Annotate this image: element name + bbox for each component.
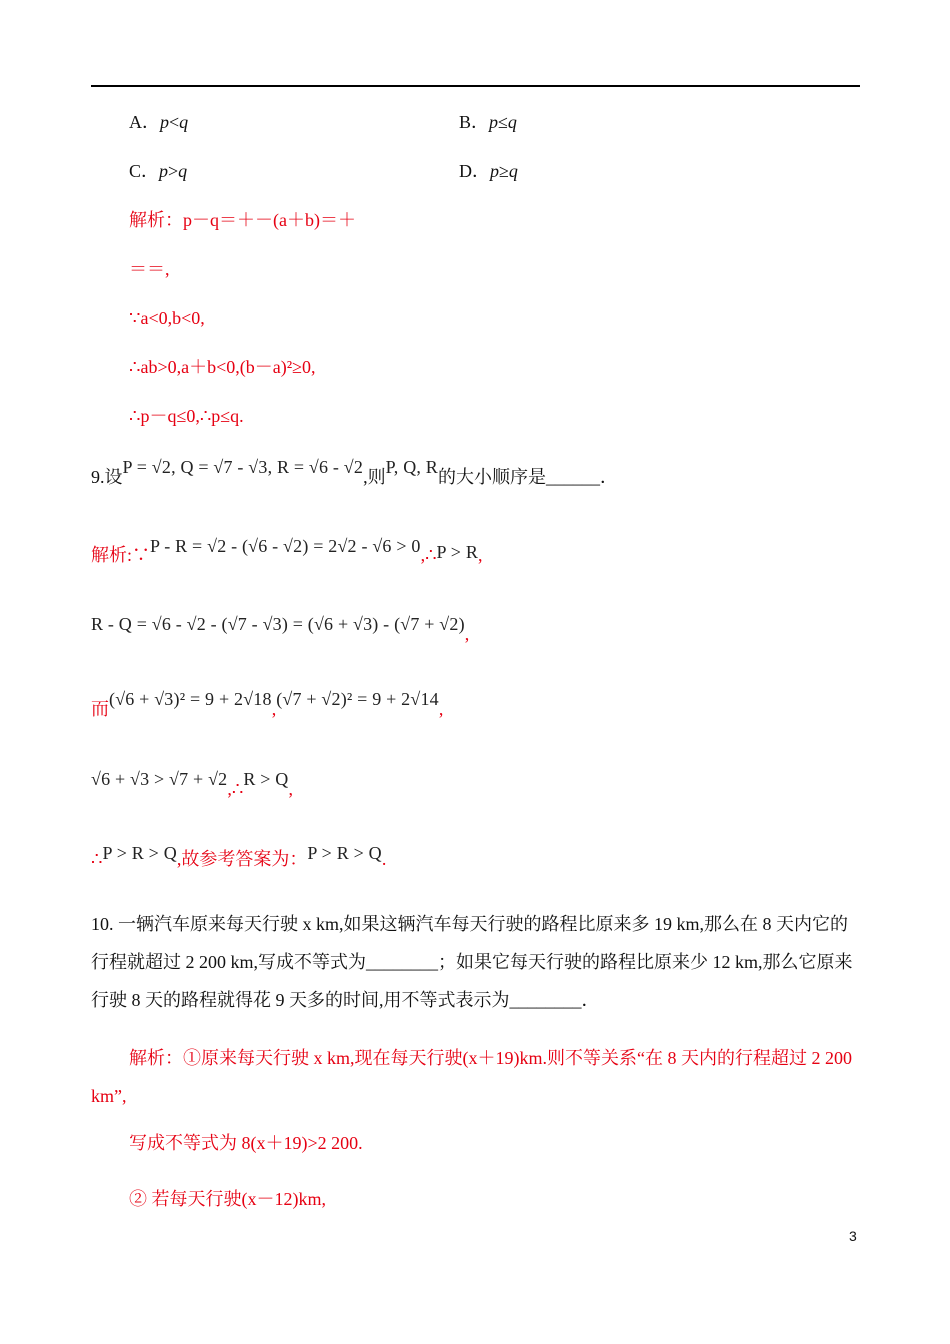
q10-question: 10. 一辆汽车原来每天行驶 x km,如果这辆汽车每天行驶的路程比原来多 19 km,那么在 8 天内它的行程就超过 2 200 km,写成不等式为________；如果它每天行驶的路程比原来少 12 km,那么它原来行驶 8 天的路程就得花 9 天多的时间,用不等式表示为________． bbox=[91, 914, 853, 1010]
q9-res1: P > R bbox=[436, 542, 479, 562]
q9-solution-line2: R - Q = √6 - √2 - (√7 - √3) = (√6 + √3) - (√7 + √2), bbox=[91, 614, 470, 644]
q9-expr4: √6 + √3 > √7 + √2 bbox=[91, 769, 228, 789]
option-d: D．p≥q bbox=[459, 161, 518, 181]
option-c: C．p>q bbox=[129, 161, 188, 181]
q8-solution-line4: ∴ab>0,a＋b<0,(b－a)²≥0, bbox=[129, 357, 316, 377]
q9-expr3a: (√6 + √3)² = 9 + 2√18 bbox=[109, 689, 272, 709]
q9-vars-formula: P, Q, R bbox=[385, 457, 439, 477]
header-rule bbox=[91, 85, 860, 87]
q9-solution-line1: 解析:∵P - R = √2 - (√6 - √2) = 2√2 - √6 > 0,∴P > R, bbox=[91, 536, 483, 565]
option-a: A．p<q bbox=[129, 112, 189, 132]
option-b: B．p≤q bbox=[459, 112, 517, 132]
q10-solution-2: 写成不等式为 8(x＋19)>2 200. bbox=[129, 1133, 363, 1153]
q9-solution-line3: 而(√6 + √3)² = 9 + 2√18,(√7 + √2)² = 9 + 2√14, bbox=[91, 689, 444, 719]
q9-expr3b: (√7 + √2)² = 9 + 2√14 bbox=[276, 689, 439, 709]
q9-final-expr: P > R > Q bbox=[102, 843, 177, 863]
q9-expr2: R - Q = √6 - √2 - (√7 - √3) = (√6 + √3) - (√7 + √2) bbox=[91, 614, 465, 634]
q8-solution-line5: ∴p－q≤0,∴p≤q. bbox=[129, 406, 244, 426]
q9-given-formula: P = √2, Q = √7 - √3, R = √6 - √2 bbox=[122, 457, 364, 477]
q10-solution-1: 解析：①原来每天行驶 x km,现在每天行驶(x＋19)km.则不等关系“在 8 天内的行程超过 2 200 km”, bbox=[91, 1048, 852, 1106]
q9-res2: R > Q bbox=[243, 769, 289, 789]
q10-solution-3: ② 若每天行驶(x－12)km, bbox=[129, 1189, 326, 1209]
q8-solution-line3: ∵a<0,b<0, bbox=[129, 308, 205, 328]
q9-solution-line4: √6 + √3 > √7 + √2,∴R > Q, bbox=[91, 769, 293, 799]
q9-expr1: P - R = √2 - (√6 - √2) = 2√2 - √6 > 0 bbox=[150, 536, 421, 556]
q9-final-answer-expr: P > R > Q bbox=[307, 843, 382, 863]
page-number: 3 bbox=[849, 1228, 857, 1244]
q9-question: 9.设P = √2, Q = √7 - √3, R = √6 - √2,则P, Q, R的大小顺序是______． bbox=[91, 457, 619, 487]
q8-solution-line2: ＝＝, bbox=[129, 259, 170, 279]
q9-final-answer: ∴P > R > Q,故参考答案为：P > R > Q. bbox=[91, 843, 387, 869]
q8-solution-line1: 解析：p－q＝＋－(a＋b)＝＋ bbox=[129, 210, 356, 230]
